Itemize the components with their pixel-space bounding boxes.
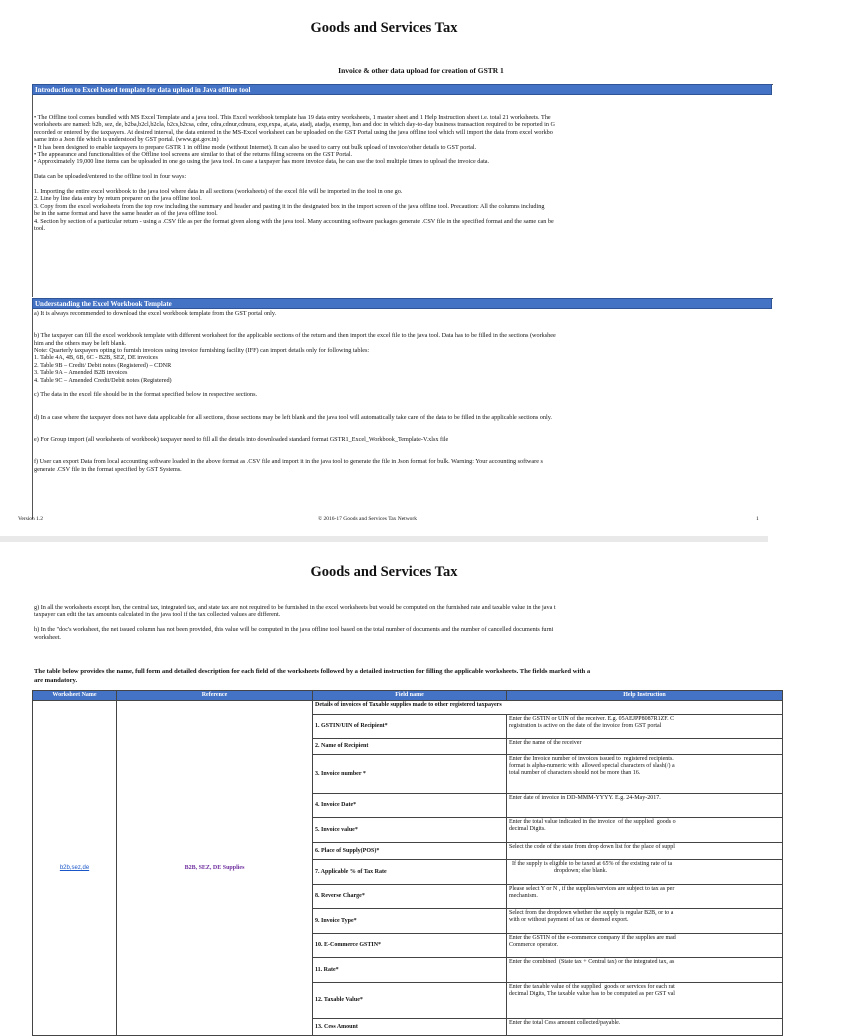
field-name-cell: 11. Rate* — [313, 958, 507, 983]
table-header-cell: Reference — [117, 691, 313, 701]
field-name-cell: 13. Cess Amount — [313, 1019, 507, 1036]
text-line: Data can be uploaded/entered to the offline tool in four ways: — [34, 173, 187, 181]
text-line: are mandatory. — [34, 676, 78, 684]
text-line: recorded or entered by the taxpayers. At desired interval, the data entered in the MS-Excel worksheet can be uploaded on the GST Portal using the java offline tool which will import the data from excel workbo — [34, 128, 553, 136]
text-line: f) User can export Data from local accounting software loaded in the above format as .CSV file and import it in the java tool to generate the file in Json format for bulk. Warning: Your accounting software s — [34, 458, 543, 466]
section-header-template: Understanding the Excel Workbook Template — [32, 298, 772, 309]
field-name-cell: 10. E-Commerce GSTIN* — [313, 934, 507, 958]
field-name-cell: 6. Place of Supply(POS)* — [313, 843, 507, 860]
text-line: c) The data in the excel file should be in the format specified below in respective sections. — [34, 391, 258, 399]
text-line — [34, 325, 784, 332]
text-line: 1. Table 4A, 4B, 6B, 6C - B2B, SEZ, DE invoices — [34, 354, 158, 362]
text-line: • The appearance and functionalities of the Offline tool screens are similar to that of the returns filing screens on the GST Portal. — [34, 151, 353, 159]
help-instruction-cell: If the supply is eligible to be taxed at 65% of the existing rate of ta dropdown; else blank. — [507, 860, 783, 885]
text-line: 2. Table 9B – Credit/ Debit notes (Registered) – CDNR — [34, 361, 172, 369]
text-line: him and the others may be left blank. — [34, 339, 127, 347]
text-line: 3. Copy from the excel worksheets from the top row including the summary and header and pasting it in the designated box in the import screen of the java offline tool. Precaution: All the columns including — [34, 202, 545, 210]
page-title: Goods and Services Tax — [310, 20, 458, 36]
section-template-text — [34, 310, 784, 473]
section-header-intro: Introduction to Excel based template for data upload in Java offline tool — [32, 84, 772, 95]
text-line: 3. Table 9A – Amended B2B invoices — [34, 369, 128, 377]
text-line: e) For Group import (all worksheets of workbook) taxpayer need to fill all the details into downloaded standard format GSTR1_Excel_Workbook_Template-V.xlsx file — [34, 435, 449, 443]
table-section-title: Details of invoices of Taxable supplies made to other registered taxpayers — [313, 701, 783, 715]
help-instruction-cell: Select from the dropdown whether the supply is regular B2B, or to a with or without payment of tax or deemed export. — [507, 909, 783, 934]
field-name-cell: 12. Taxable Value* — [313, 983, 507, 1019]
text-line — [34, 421, 784, 428]
text-line: h) In the "doc's worksheet, the net issued column has not been provided, this value will be computed in the java offline tool based on the total number of documents and the number of cancelled documents furni — [34, 626, 554, 634]
field-name-cell: 2. Name of Recipient — [313, 739, 507, 755]
text-line — [34, 181, 784, 188]
text-line — [34, 619, 784, 626]
help-instruction-cell: Enter the total value indicated in the invoice of the supplied goods o decimal Digits. — [507, 818, 783, 843]
text-line: worksheet. — [34, 633, 61, 641]
help-instruction-cell: Please select Y or N , if the supplies/services are subject to tax as per mechanism. — [507, 885, 783, 909]
help-instruction-cell: Select the code of the state from drop down list for the place of suppl — [507, 843, 783, 860]
help-instruction-cell: Enter the total Cess amount collected/payable. — [507, 1019, 783, 1036]
text-line: d) In a case where the taxpayer does not have data applicable for all sections, those sections may be left blank and the java tool will automatically take care of the data to be filled in the applicable sections only. — [34, 413, 552, 421]
footer-version: Version 1.2 — [18, 516, 44, 522]
text-line: b) The taxpayer can fill the excel workbook template with different worksheet for the applicable sections of the return and then import the excel file to the java tool. Data has to be filled in the sections (workshee — [34, 332, 556, 340]
text-line: taxpayer can edit the tax amounts calculated in the java tool if the tax collected values are different. — [34, 611, 281, 619]
field-name-cell: 1. GSTIN/UIN of Recipient* — [313, 715, 507, 739]
text-line — [34, 317, 784, 324]
text-line: g) In all the worksheets except hsn, the central tax, integrated tax, and state tax are not required to be furnished in the excel worksheets but would be computed on the furnished rate and taxable value in the java t — [34, 604, 556, 611]
text-line: worksheets are named: b2b, sez, de, b2ba,b2cl,b2cla, b2cs,b2csa, cdnr, cdra,cdnur,cdnura, exp,expa, at,ata, atadj, atadja, exemp, hsn and doc in which day-to-day business transaction required to be reported in G — [34, 121, 555, 129]
text-line: The table below provides the name, full form and detailed description for each field of the worksheets followed by a detailed instruction for filling the applicable worksheets. The fields marked with a — [34, 668, 591, 675]
help-instruction-cell: Enter date of invoice in DD-MMM-YYYY. E.g. 24-May-2017. — [507, 794, 783, 818]
table-header-cell: Help Instruction — [507, 691, 783, 701]
field-name-cell: 7. Applicable % of Tax Rate — [313, 860, 507, 885]
text-line — [34, 166, 784, 173]
text-line — [34, 443, 784, 450]
intro-text — [34, 604, 784, 641]
field-name-cell: 3. Invoice number * — [313, 755, 507, 794]
help-instruction-cell: Enter the name of the receiver — [507, 739, 783, 755]
field-name-cell: 8. Reverse Charge* — [313, 885, 507, 909]
text-line: 4. Section by section of a particular return - using a .CSV file as per the format given along with the java tool. Many accounting software packages generate .CSV file in the specified format and the same can be — [34, 217, 554, 225]
text-line: same into a Json file which is understood by GST portal. (www.gst.gov.in) — [34, 136, 219, 144]
table-intro-text — [34, 668, 784, 685]
text-line: tool. — [34, 225, 46, 233]
text-line — [34, 451, 784, 458]
text-line: • Approximately 19,000 line items can be uploaded in one go using the java tool. In case a taxpayer has more invoice data, he can use the tool multiple times to upload the invoice data. — [34, 158, 490, 166]
field-name-cell: 9. Invoice Type* — [313, 909, 507, 934]
text-line: generate .CSV file in the format specified by GST Systems. — [34, 465, 182, 473]
help-instruction-cell: Enter the Invoice number of invoices issued to registered recipients. format is alpha-numeric with allowed special characters of slash(/) a total number of characters should not be more than 16. — [507, 755, 783, 794]
worksheet-name-link[interactable]: b2b,sez,de — [33, 701, 117, 1036]
table-header-cell: Field name — [313, 691, 507, 701]
text-line — [34, 406, 784, 413]
text-line: 2. Line by line data entry by return preparer on the java offline tool. — [34, 195, 202, 203]
text-line — [34, 384, 784, 391]
help-instruction-cell: Enter the GSTIN or UIN of the receiver. E.g. 05AEJPP8087R1ZF. C registration is active on the date of the invoice from GST portal — [507, 715, 783, 739]
field-description-table — [32, 690, 783, 1036]
footer-copyright: © 2016-17 Goods and Services Tax Network — [318, 516, 418, 522]
reference-cell: B2B, SEZ, DE Supplies — [117, 701, 313, 1036]
page-subtitle: Invoice & other data upload for creation of GSTR 1 — [338, 66, 504, 75]
table-header-cell: Worksheet Name — [33, 691, 117, 701]
text-line — [34, 399, 784, 406]
text-line: 4. Table 9C – Amended Credit/Debit notes (Registered) — [34, 376, 172, 384]
text-line: Note: Quarterly taxpayers opting to furnish invoices using invoice furnishing facility (IFF) can import details only for following tables: — [34, 347, 370, 355]
footer-page-number: 1 — [756, 516, 759, 522]
help-instruction-cell: Enter the taxable value of the supplied goods or services for each rat decimal Digits, The taxable value has to be computed as per GST val — [507, 983, 783, 1019]
text-line — [34, 429, 784, 436]
help-instruction-cell: Enter the GSTIN of the e-commerce company if the supplies are mad Commerce operator. — [507, 934, 783, 958]
document-page-2 — [0, 540, 768, 1030]
help-instruction-cell: Enter the combined (State tax + Central tax) or the integrated tax, as — [507, 958, 783, 983]
text-line: be in the same format and have the same header as of the java offline tool. — [34, 210, 218, 218]
text-line: • The Offline tool comes bundled with MS Excel Template and a java tool. This Excel workbook template has 19 data entry worksheets, 1 master sheet and 1 Help Instruction sheet i.e. total 21 worksheets. The — [34, 114, 551, 121]
section-intro-text — [34, 114, 784, 233]
page-title: Goods and Services Tax — [310, 564, 458, 580]
text-line: • It has been designed to enable taxpayers to prepare GSTR 1 in offline mode (without Internet). It can also be used to carry out bulk upload of invoice/other details to GST portal. — [34, 143, 477, 151]
text-line: a) It is always recommended to download the excel workbook template from the GST portal only. — [34, 310, 277, 317]
field-name-cell: 5. Invoice value* — [313, 818, 507, 843]
document-page-1 — [0, 0, 768, 540]
text-line: 1. Importing the entire excel workbook to the java tool where data in all sections (worksheets) of the excel file will be imported in the tool in one go. — [34, 188, 403, 196]
field-name-cell: 4. Invoice Date* — [313, 794, 507, 818]
